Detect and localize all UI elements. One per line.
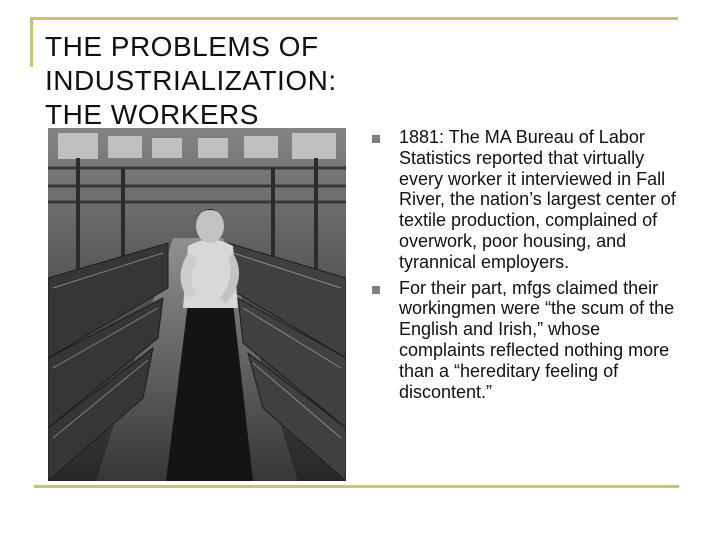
slide-title: THE PROBLEMS OF INDUSTRIALIZATION: THE WORKERS: [45, 31, 337, 130]
mill-worker-photo-illustration: [48, 128, 346, 481]
frame-top-rule: [30, 17, 678, 20]
mill-worker-photo: [48, 128, 346, 481]
bullet-list: [372, 127, 684, 407]
square-bullet-icon: [372, 286, 380, 294]
bullet-item: [372, 127, 684, 273]
bullet-item: [372, 278, 684, 403]
bullet-text: For their part, mfgs claimed their workingmen were “the scum of the English and Irish,” whose complaints reflected nothing more than a “hereditary feeling of discontent.”: [399, 277, 675, 402]
square-bullet-icon: [372, 135, 380, 143]
frame-bottom-rule: [34, 485, 679, 488]
bullet-text: 1881: The MA Bureau of Labor Statistics reported that virtually every worker it interviewed in Fall River, the nation’s largest center of textile production, complained of overwork, poor housing, and tyrannical employers.: [399, 127, 676, 272]
frame-left-rule: [30, 17, 33, 67]
